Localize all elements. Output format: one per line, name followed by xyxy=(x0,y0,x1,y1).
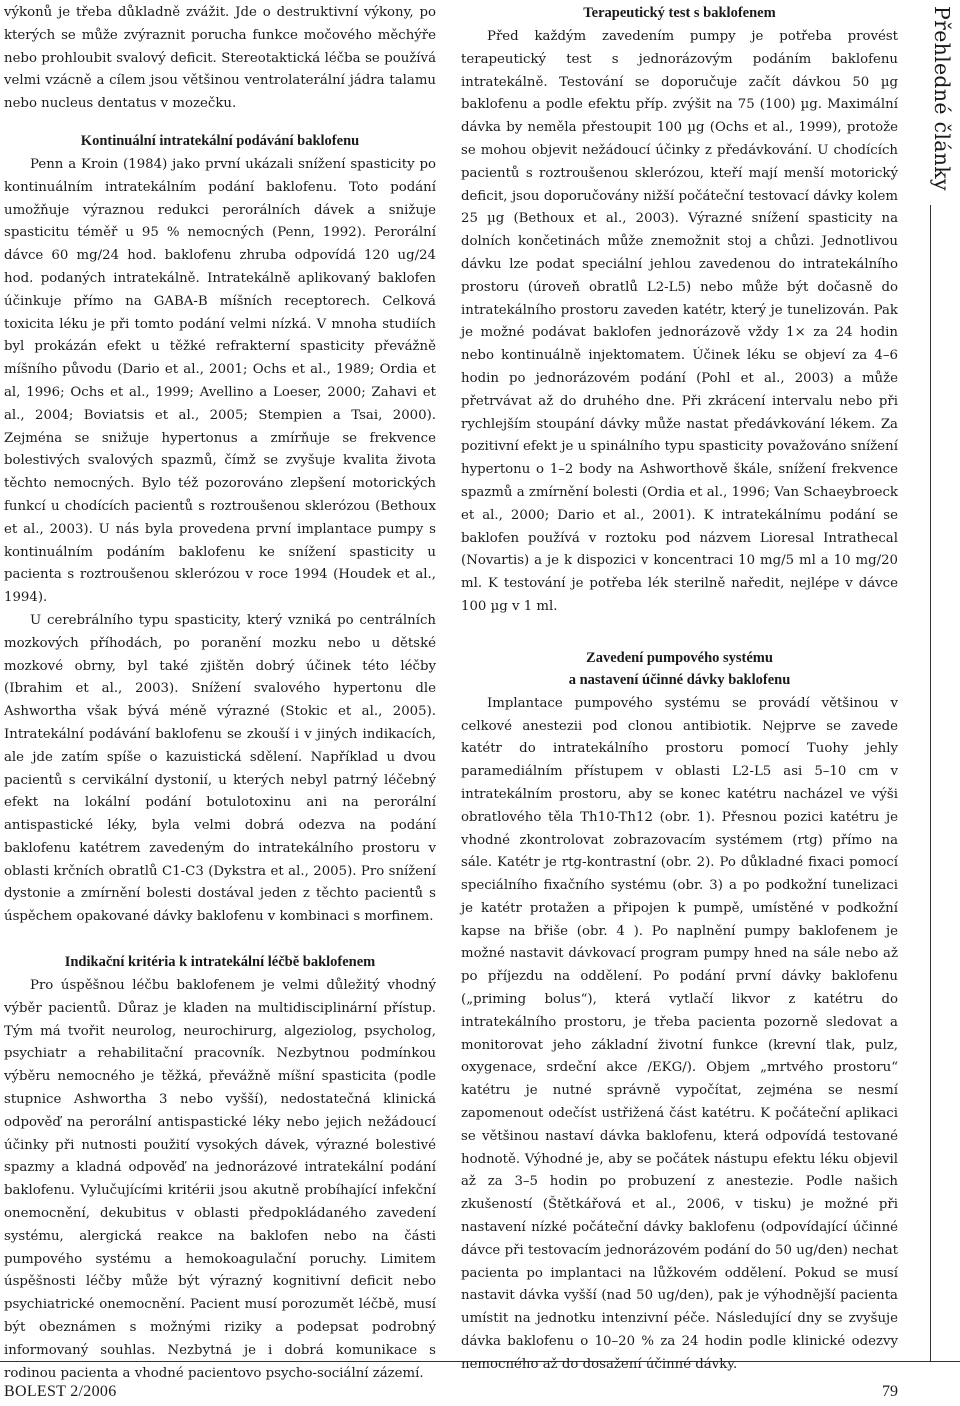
left-column xyxy=(4,2,436,1385)
right-column xyxy=(461,2,898,1377)
footer-divider xyxy=(0,1361,960,1362)
paragraph-pump-implantation: Implantace pumpového systému se provádí většinou v celkové anestezii pod clonou antibiotik. Nejprve se zavede katétr do intratekálního prostoru pomocí Tuohy jehly paramediálním přístupem v oblasti L2-L5 asi 5–10 cm v intratekálním prostoru, aby se konec katétru nacházel ve výši obratlového těla Th10-Th12 (obr. 1). Přesnou pozici katétru je vhodné zkontrolovat zobrazovacím systémem (rtg) přímo na sále. Katétr je rtg-kontrastní (obr. 2). Po důkladné fixaci pomocí speciálního fixačního systému (obr. 3) a po podkožní tunelizaci je katétr protažen a připojen k pumpě, umístěné v podkožní kapse na břiše (obr. 4 ). Po naplnění pumpy baklofenem je možné nastavit dávkovací program pumpy hned na sále nebo až po příjezdu na oddělení. Po podání první dávky baklofenu („priming bolus“), která vytlačí likvor z katétru do intratekálního prostoru, je třeba pacienta pozorně sledovat a monitorovat jeho základní životní funkce (krevní tlak, pulz, oxygenace, srdeční akce /EKG/). Objem „mrtvého prostoru“ katétru je nutné správně vypočítat, zejména se nesmí zapomenout odečíst ustřižená část katétru. K počáteční aplikaci se většinou nastaví dávka baklofenu, která odpovídá testované hodnotě. Výhodné je, aby se počátek nástupu efektu léku objevil až za 3–5 hodin po probuzení z anestezie. Podle našich zkušeností (Štětkářová et al., 2006, v tisku) je možné při nastavení nízké počáteční dávky baklofenu (odpovídající účinné dávce při testovacím jednorázovém podání do 50 ug/den) nechat pacienta po implantaci na lůžkovém oddělení. Pokud se musí nastavit dávka vyšší (nad 50 ug/den), pak je výhodnější pacienta umístit na jednotku intenzivní péče. Následující dny se zvyšuje dávka baklofenu o 10–20 % za 24 hodin podle klinické odezvy nemocného až do dosažení účinné dávky. xyxy=(461,695,898,1372)
heading-indication-criteria: Indikační kritéria k intratekální léčbě baklofenem xyxy=(64,954,376,971)
page-number: 79 xyxy=(882,1383,898,1400)
paragraph-continuous-intrathecal: Penn a Kroin (1984) jako první ukázali snížení spasticity po kontinuálním intratekálním podání baklofenu. Toto podání umožňuje výraznou redukci perorálních dávek a snižuje spasticitu téměř u 95 % nemocných (Penn, 1992). Perorální dávce 60 mg/24 hod. baklofenu zhruba odpovídá 120 ug/24 hod. podaných intratekálně. Intratekálně aplikovaný baklofen účinkuje přímo na GABA-B míšních receptorech. Celková toxicita léku je při tomto podání velmi nízká. V mnoha studiích byl prokázán efekt u těžké refrakterní spasticity převážně míšního původu (Dario et al., 2001; Ochs et al., 1989; Ordia et al, 1996; Ochs et al., 1999; Avellino a Loeser, 2000; Zahavi et al., 2004; Boviatsis et al., 2005; Stempien a Tsai, 2000). Zejména se snižuje hypertonus a zmírňuje se frekvence bolestivých svalových spazmů, čímž se zvyšuje kvalita života těchto nemocných. Bylo též pozorováno zlepšení motorických funkcí u chodících pacientů s roztroušenou sklerózou (Bethoux et al., 2003). U nás byla provedena první implantace pumpy s kontinuálním podáním baklofenu ke snížení spasticity u pacienta s roztroušenou sklerózou v roce 1994 (Houdek et al., 1994). xyxy=(4,156,436,606)
section-side-label: Přehledné články xyxy=(930,6,954,191)
paragraph-indication-criteria: Pro úspěšnou léčbu baklofenem je velmi důležitý vhodný výběr pacientů. Důraz je kladen na multidisciplinární přístup. Tým má tvořit neurolog, neurochirurg, algeziolog, psycholog, psychiatr a rehabilitační pracovník. Nezbytnou podmínkou výběru nemocného je těžká, převážně míšní spasticita (podle stupnice Ashwortha 3 nebo vyšší), nedostatečná klinická odpověď na perorální antispastické léky nebo jejich nežádoucí účinky při nutnosti použití vysokých dávek, výrazné bolestivé spazmy a kladná odpověď na jednorázové intratekální podání baklofenu. Vylučujícími kritérii jsou akutně probíhající infekční onemocnění, dekubitus v oblasti předpokládaného zavedení systému, alergická reakce na baklofen nebo na části pumpového systému a hemokoagulační poruchy. Limitem úspěšnosti léčby může být výrazný kognitivní deficit nebo psychiatrické onemocnění. Pacient musí porozumět léčbě, musí být obeznámen s možnými riziky a podepsat podrobný informovaný souhlas. Nezbytná je i dobrá komunikace s rodinou pacienta a vhodné pacientovo psycho-sociální zázemí. xyxy=(4,978,436,1381)
heading-therapeutic-test: Terapeutický test s baklofenem xyxy=(583,5,776,21)
heading-continuous-intrathecal: Kontinuální intratekální podávání baklofenu xyxy=(80,132,360,149)
paragraph-intro: výkonů je třeba důkladně zvážit. Jde o destruktivní výkony, po kterých se může zvýraznit porucha funkce močového měchýře nebo prohloubit svalový deficit. Stereotaktická léčba se používá velmi vzácně a cílem jsou většinou ventrolaterální jádra talamu nebo nucleus dentatus v mozečku. xyxy=(4,5,436,112)
paragraph-therapeutic-test: Před každým zavedením pumpy je potřeba provést terapeutický test s jednorázovým podáním baklofenu intratekálně. Testování se doporučuje začít dávkou 50 µg baklofenu a podle efektu příp. zvýšit na 75 (100) µg. Maximální dávka by neměla přestoupit 100 µg (Ochs et al., 1999), protože se mohou objevit nežádoucí účinky z předávkování. U chodících pacientů s roztroušenou sklerózou, kteří mají menší motorický deficit, jsou doporučovány nižší počáteční testovací dávky kolem 25 µg (Bethoux et al., 2003). Výrazné snížení spasticity na dolních končetinách může znemožnit stoj a chůzi. Jednotlivou dávku lze podat speciální jehlou zavedenou do intratekálního prostoru (úroveň obratlů L2-L5) nebo může být dočasně do intratekálního prostoru zaveden katétr, který je tunelizován. Pak je možné podávat baklofen jednorázově vždy 1× za 24 hodin nebo kontinuálně injektomatem. Účinek léku se objeví za 4–6 hodin po jednorázovém podání (Pohl et al., 2003) a může přetrvávat až do druhého dne. Při zkrácení intervalu nebo při rychlejším stoupání dávky může nastat předávkování lékem. Za pozitivní efekt je u spinálního typu spasticity považováno snížení hypertonu o 1–2 body na Ashworthově škále, snížení frekvence spazmů a zmírnění bolesti (Ordia et al., 1996; Van Schaeybroeck et al., 2000; Dario et al., 2001). K intratekálnímu podání se baklofen používá v roztoku pod názvem Lioresal Intrathecal (Novartis) a je k dispozici v koncentraci 10 mg/5 ml a 10 mg/20 ml. K testování je potřeba lék sterilně naředit, nejlépe v dávce 100 µg v 1 ml. xyxy=(461,29,898,614)
heading-pump-implantation-line2: a nastavení účinné dávky baklofenu xyxy=(568,671,791,688)
journal-issue: BOLEST 2/2006 xyxy=(4,1383,117,1400)
heading-pump-implantation-line1: Zavedení pumpového systému xyxy=(586,649,773,666)
heading-pump-implantation xyxy=(461,647,898,691)
vertical-divider xyxy=(930,205,931,1361)
paragraph-cerebral-spasticity: U cerebrálního typu spasticity, který vzniká po centrálních mozkových příhodách, po poranění mozku nebo u dětské mozkové obrny, byl také zjištěn dobrý účinek této léčby (Ibrahim et al., 2003). Snížení svalového hypertonu dle Ashwortha však bývá méně výrazné (Stokic et al., 2005). Intratekální podávání baklofenu se zkouší i v jiných indikacích, ale jde zatím spíše o kazuistická sdělení. Například u dvou pacientů s cervikální dystonií, u kterých nebyl patrný léčebný efekt na lokální podání botulotoxinu ani na perorální antispastické léky, byla velmi dobrá odezva na podání baklofenu katétrem zavedeným do intratekálního prostoru v oblasti krčních obratlů C1-C3 (Dykstra et al., 2005). Pro snížení dystonie a zmírnění bolesti dostával jeden z těchto pacientů s úspěchem opakované dávky baklofenu v kombinaci s morfinem. xyxy=(4,612,436,925)
